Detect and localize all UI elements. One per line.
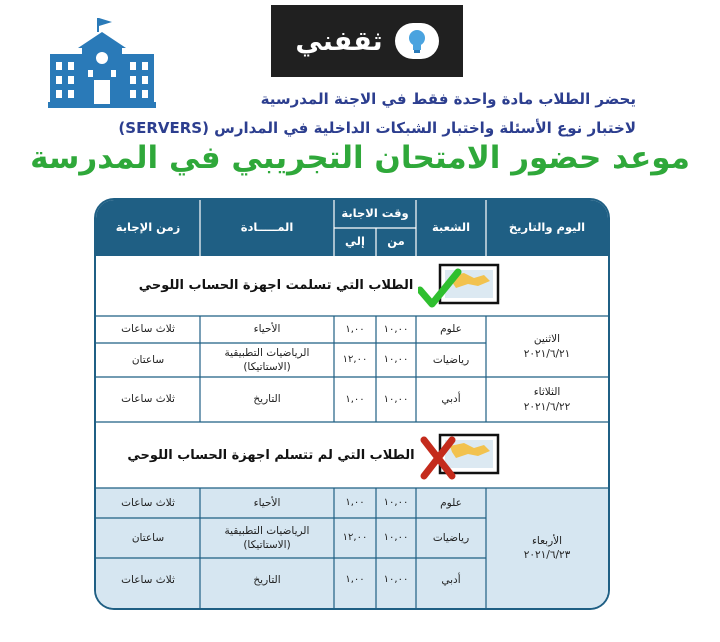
g1-row3-subject: التاريخ: [253, 393, 281, 406]
tablet-check-icon: [418, 262, 500, 310]
g2-day1-date: ٢٠٢١/٦/٢٣: [523, 549, 571, 561]
g1-row1-duration: ثلاث ساعات: [121, 323, 175, 336]
col-section: الشعبة: [431, 220, 471, 235]
g2-row1-section: علوم: [440, 496, 462, 509]
g1-row1-from: ١٠,٠٠: [383, 323, 409, 335]
g2-row3-to: ١,٠٠: [345, 574, 365, 586]
schedule-table: [96, 200, 608, 608]
g1-day2-name: الثلاثاء: [533, 386, 561, 399]
g1-day1-date: ٢٠٢١/٦/٢١: [523, 347, 571, 360]
g2-row1-subject: الأحياء: [253, 496, 281, 509]
g1-day1-name: الاثنين: [533, 333, 561, 346]
col-subject: المـــــادة: [240, 220, 294, 235]
g1-row1-subject: الأحياء: [253, 323, 281, 336]
bulb-icon: [395, 23, 439, 59]
subtitle-line-1: يحضر الطلاب مادة واحدة فقط في الاجنة المدرسية: [260, 90, 636, 108]
g2-row2-from: ١٠,٠٠: [383, 532, 409, 544]
col-duration: زمن الإجابة: [115, 220, 181, 235]
g2-row3-from: ١٠,٠٠: [383, 574, 409, 586]
group1-label: الطلاب التي تسلمت اجهزة الحساب اللوحي: [138, 278, 414, 294]
g2-row3-subject: التاريخ: [253, 573, 281, 586]
g1-row2-subject: الرياضيات التطبيقية (الاستاتيكا): [224, 346, 310, 373]
col-day-date: اليوم والتاريخ: [508, 220, 586, 235]
col-from: من: [387, 234, 405, 249]
g2-row2-duration: ساعتان: [131, 531, 165, 544]
tablet-cross-icon: [418, 432, 500, 482]
page-title: موعد حضور الامتحان التجريبي في المدرسة: [30, 140, 690, 176]
col-answer-time: وقت الاجابة: [341, 206, 409, 221]
g1-row3-to: ١,٠٠: [345, 393, 365, 405]
g1-row2-to: ١٢,٠٠: [342, 354, 368, 366]
group2-label: الطلاب التي لم تتسلم اجهزة الحساب اللوحي: [127, 448, 415, 464]
g2-row2-subject: الرياضيات التطبيقية (الاستاتيكا): [224, 524, 310, 551]
school-building-icon: [48, 18, 156, 108]
g2-row2-to: ١٢,٠٠: [342, 532, 368, 544]
g1-row2-from: ١٠,٠٠: [383, 354, 409, 366]
g1-row3-duration: ثلاث ساعات: [121, 393, 175, 406]
g2-row2-section: رياضيات: [432, 531, 470, 544]
g1-day2: [486, 377, 608, 422]
g2-row3-duration: ثلاث ساعات: [121, 573, 175, 586]
g1-row3-section: أدبي: [441, 393, 461, 406]
g1-row3-from: ١٠,٠٠: [383, 393, 409, 405]
g2-day1: [486, 488, 608, 608]
g2-row3-section: أدبي: [441, 573, 461, 586]
site-logo: [271, 5, 463, 77]
g1-row2-duration: ساعتان: [131, 353, 165, 366]
logo-text: ثقفني: [295, 25, 383, 57]
subtitle-line-2: لاختبار نوع الأسئلة واختبار الشبكات الداخلية في المدارس (SERVERS): [118, 119, 636, 137]
g1-day1: [486, 316, 608, 377]
g1-row1-section: علوم: [440, 323, 462, 336]
g2-row1-from: ١٠,٠٠: [383, 497, 409, 509]
g1-day2-date: ٢٠٢١/٦/٢٢: [523, 400, 571, 413]
g2-day1-name: الأربعاء: [531, 534, 563, 547]
g2-row1-duration: ثلاث ساعات: [121, 496, 175, 509]
g1-row1-to: ١,٠٠: [345, 323, 365, 335]
g1-row2-section: رياضيات: [432, 353, 470, 366]
col-to: إلي: [345, 234, 365, 249]
g2-row1-to: ١,٠٠: [345, 497, 365, 509]
